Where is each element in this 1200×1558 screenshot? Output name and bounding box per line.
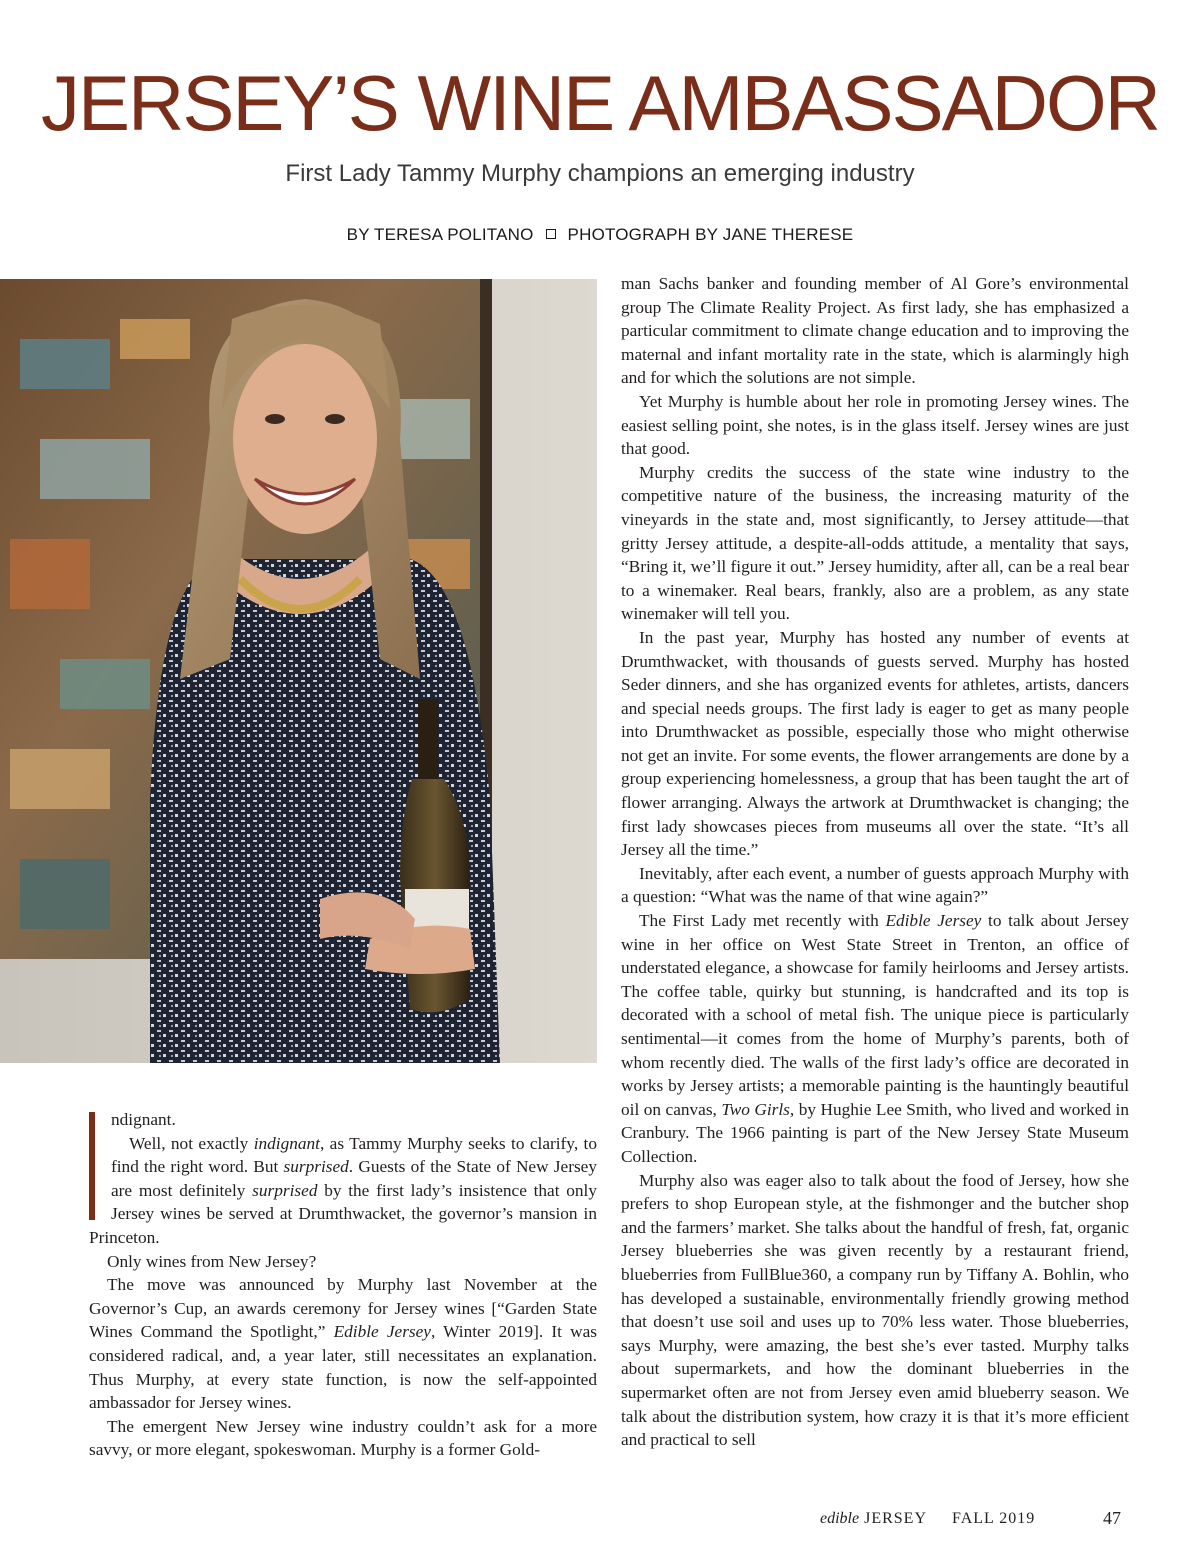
paragraph: The First Lady met recently with Edible Jersey to talk about Jersey wine in her office on West State Street in Trenton, an office of understated elegance, a showcase for family heirlooms and Jersey artists. The coffee table, quirky but stunning, is handcrafted and its top is decorated with a school of metal fish. The unique piece is particularly sentimental—it comes from the home of Murphy’s parents, both of whom recently died. The walls of the first lady’s office are decorated in works by Jersey artists; a memorable painting is the hauntingly beautiful oil on canvas, Two Girls, by Hughie Lee Smith, who lived and worked in Cranbury. The 1966 painting is part of the New Jersey State Museum Collection. bbox=[621, 911, 1130, 1166]
paragraph: Only wines from New Jersey? bbox=[107, 1251, 317, 1271]
drop-cap bbox=[89, 1112, 95, 1220]
byline-author: BY TERESA POLITANO bbox=[346, 225, 534, 244]
article-subtitle: First Lady Tammy Murphy champions an emerging industry bbox=[285, 160, 915, 187]
publication-name: edible JERSEY bbox=[820, 1510, 927, 1527]
right-column bbox=[621, 272, 1129, 1452]
paragraph: Murphy also was eager also to talk about the food of Jersey, how she prefers to shop European style, at the fishmonger and the butcher shop and the farmers’ market. She talks about the handful of fresh, fat, organic Jersey blueberries she was given recently by a restaurant friend, blueberries from FullBlue360, a company run by Tiffany A. Bohlin, who has developed a sustainable, environmentally friendly growing method that doesn’t use soil and uses up to 70% less water. Those blueberries, says Murphy, were amazing, the best she’s ever tasted. Murphy talks about supermarkets, and how the dominant blueberries in the supermarket often are not from Jersey even amid blueberry season. We talk about the distribution system, how crazy it is that it’s more efficient and practical to sell bbox=[621, 1170, 1129, 1450]
article-photo bbox=[0, 279, 597, 1063]
paragraph: Well, not exactly indignant, as Tammy Murphy seeks to clarify, to find the right word. But surprised. Guests of the State of New Jersey are most definitely surprised by the first lady’s insistence that only Jersey wines be served at Drumthwacket, the governor’s mansion in Princeton. bbox=[89, 1133, 597, 1247]
issue-season: FALL 2019 bbox=[952, 1510, 1036, 1527]
paragraph: man Sachs banker and founding member of Al Gore’s environmental group The Climate Reality Project. As first lady, she has emphasized a particular commitment to climate change education and to improving the maternal and infant mortality rate in the state, which is alarmingly high and for which the solutions are not simple. bbox=[621, 274, 1129, 388]
paragraph: The emergent New Jersey wine industry couldn’t ask for a more savvy, or more elegant, spokeswoman. Murphy is a former Gold- bbox=[89, 1416, 597, 1460]
paragraph: The move was announced by Murphy last November at the Governor’s Cup, an awards ceremony for Jersey wines [“Garden State Wines Command the Spotlight,” Edible Jersey, Winter 2019]. It was considered radical, and, a year later, still necessitates an explanation. Thus Murphy, at every state function, is now the self-appointed ambassador for Jersey wines. bbox=[89, 1275, 597, 1413]
paragraph: Inevitably, after each event, a number of guests approach Murphy with a question: “What was the name of that wine again?” bbox=[621, 863, 1129, 907]
article-title: JERSEY’S WINE AMBASSADOR bbox=[41, 59, 1159, 147]
paragraph: Yet Murphy is humble about her role in promoting Jersey wines. The easiest selling point, she notes, is in the glass itself. Jersey wines are just that good. bbox=[621, 391, 1129, 459]
byline-photographer: PHOTOGRAPH BY JANE THERESE bbox=[567, 225, 854, 244]
paragraph: In the past year, Murphy has hosted any number of events at Drumthwacket, with thousands of guests served. Murphy has hosted Seder dinners, and she has organized events for athletes, artists, dancers and special needs groups. The first lady is eager to get as many people into Drumthwacket as possible, especially those who might otherwise not get an invite. For some events, the flower arrangements are done by a group experiencing homelessness, a group that has been taught the art of flower arranging. Always the artwork at Drumthwacket is changing; the first lady showcases pieces from museums all over the state. “It’s all Jersey all the time.” bbox=[621, 627, 1129, 860]
byline bbox=[0, 223, 1200, 247]
page-number: 47 bbox=[1103, 1508, 1121, 1528]
paragraph: ndignant. bbox=[111, 1110, 176, 1129]
square-separator-icon bbox=[546, 229, 556, 239]
left-column bbox=[89, 1108, 597, 1462]
paragraph: Murphy credits the success of the state wine industry to the competitive nature of the business, the increasing maturity of the vineyards in the state and, most significantly, to Jersey attitude—that gritty Jersey attitude, a despite-all-odds attitude, a mentality that says, “Bring it, we’ll figure it out.” Jersey humidity, after all, can be a real bear to a winemaker. Real bears, frankly, also are a problem, as any state winemaker will tell you. bbox=[621, 462, 1129, 624]
page-footer bbox=[0, 1510, 1200, 1534]
